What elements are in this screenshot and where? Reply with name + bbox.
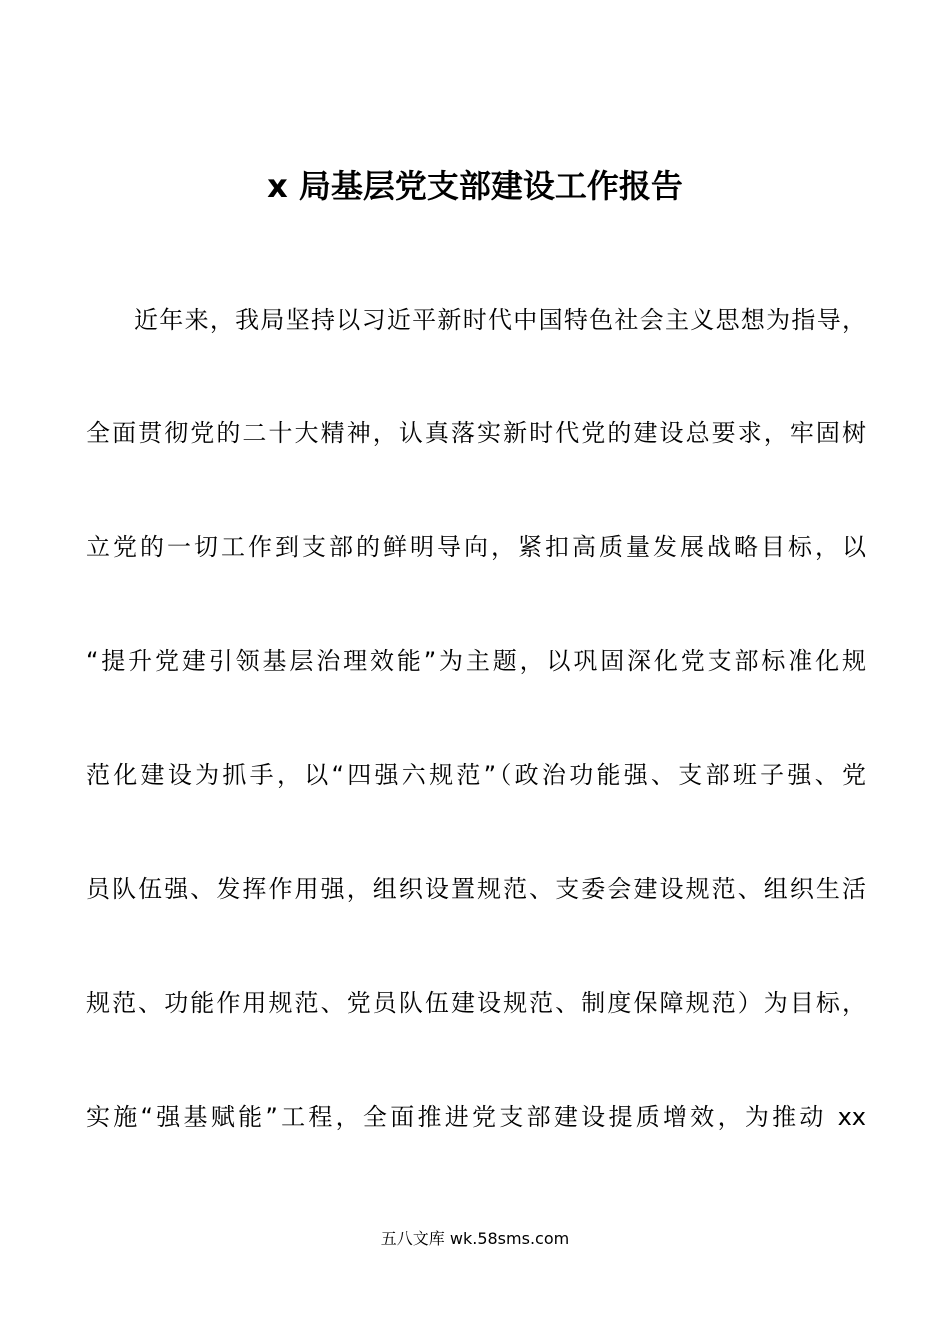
body-line-2: 全面贯彻党的二十大精神，认真落实新时代党的建设总要求，牢固树 [86,419,866,447]
footer-watermark-text: 五八文库 wk.58sms.com [380,1229,570,1248]
body-line-7: 规范、功能作用规范、党员队伍建设规范、制度保障规范）为目标， [86,989,866,1017]
document-title: x 局基层党支部建设工作报告 [267,167,683,205]
body-line-8: 实施“强基赋能”工程，全面推进党支部建设提质增效，为推动 xx [86,1103,866,1131]
body-line-6: 员队伍强、发挥作用强，组织设置规范、支委会建设规范、组织生活 [86,875,866,903]
body-line-3: 立党的一切工作到支部的鲜明导向，紧扣高质量发展战略目标，以 [86,533,866,561]
body-line-5: 范化建设为抓手，以“四强六规范”（政治功能强、支部班子强、党 [86,761,866,789]
body-line-4: “提升党建引领基层治理效能”为主题，以巩固深化党支部标准化规 [86,647,866,675]
body-line-1: 近年来，我局坚持以习近平新时代中国特色社会主义思想为指导， [134,306,866,334]
